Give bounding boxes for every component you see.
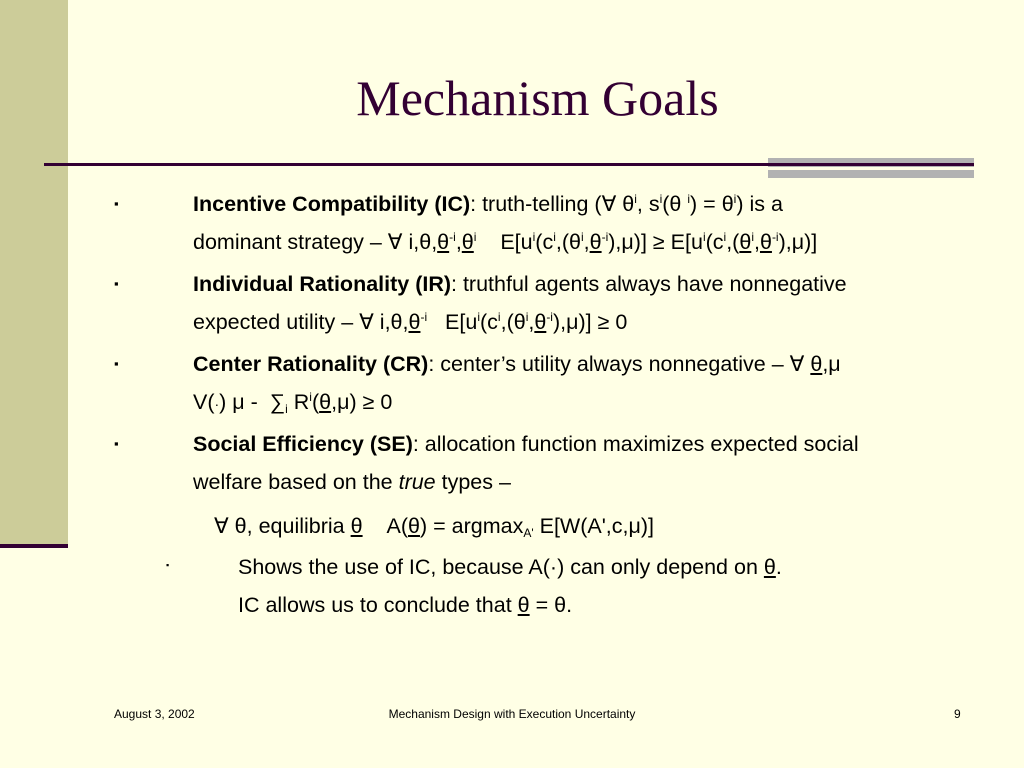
ir-line-2: expected utility – ∀ $i,\theta,\theta^{-i}$ $E[u^i(c^i,(\theta^i,\theta^{-i}),\mu)] \ge 0$ [193, 310, 628, 334]
cr-text: : center’s utility always nonnegative – ∀ [428, 352, 811, 376]
bullet-marker: ▪ [114, 196, 119, 211]
sub-bullet-marker: ▪ [166, 560, 170, 570]
sidebar-band [0, 0, 68, 546]
slide-title: Mechanism Goals [356, 70, 719, 126]
bullet-marker: ▪ [114, 276, 119, 291]
ic-text: : truth-telling (∀ θ [470, 192, 635, 216]
ic-line-2: dominant strategy – ∀ $i,\theta,\theta^{-i},\theta^i$ $E[u^i(c^i,(\theta^i,\theta^{-i}),\mu)] \ge E[u^i(c^i,(\theta^i,\theta^{-i}),\mu)]$ [193, 230, 818, 254]
se-formula: ∀ θ, equilibria θ A(θ) = argmax$_{A'}$ E[W(A',c,μ)] [214, 514, 655, 540]
footer-date: August 3, 2002 [114, 707, 195, 721]
se-line-1 [193, 430, 859, 458]
sub-line-2: IC allows us to conclude that θ = θ. [238, 593, 573, 617]
ic-text-2: dominant strategy – ∀ i,θ, [193, 230, 438, 254]
se-text: : allocation function maximizes expected social [412, 432, 859, 456]
se-text-2: welfare based on the [193, 470, 399, 494]
cr-line-1: Center Rationality (CR): center’s utility always nonnegative – ∀ θ,μ [193, 352, 841, 376]
title-rule [44, 163, 974, 166]
se-italic-true: true [398, 470, 436, 494]
ir-text: : truthful agents always have nonnegative [451, 272, 847, 296]
cr-line-2: V(·) μ - $\sum_i$ $R^i(\theta,\mu) \ge 0$ [193, 390, 393, 416]
slide-number: 9 [954, 707, 961, 721]
bullet-marker: ▪ [114, 436, 119, 451]
ir-line-1 [193, 270, 847, 298]
sub-text-1: Shows the use of IC, because A(·) can only depend on [238, 555, 764, 579]
se-text-3: types – [435, 470, 511, 494]
ir-text-2: expected utility – ∀ i,θ, [193, 310, 409, 334]
ic-line-1: Incentive Compatibility (IC): truth-telling (∀ $\theta^i$, $s^i(\theta$ $^i) = \theta^i$) is a [193, 192, 783, 216]
sub-line-1: Shows the use of IC, because A(·) can only depend on θ. [238, 555, 782, 579]
cr-heading: Center Rationality (CR) [193, 352, 429, 376]
bullet-marker: ▪ [114, 356, 119, 371]
ir-heading: Individual Rationality (IR) [193, 272, 452, 296]
sub-text-2: IC allows us to conclude that [238, 593, 518, 617]
ic-heading: Incentive Compatibility (IC) [193, 192, 471, 216]
title-rule-accent-lower [768, 170, 974, 178]
sidebar-base-line [0, 544, 68, 548]
footer-title: Mechanism Design with Execution Uncertainty [388, 707, 636, 721]
se-heading: Social Efficiency (SE) [193, 432, 413, 456]
se-line-2 [193, 468, 511, 496]
